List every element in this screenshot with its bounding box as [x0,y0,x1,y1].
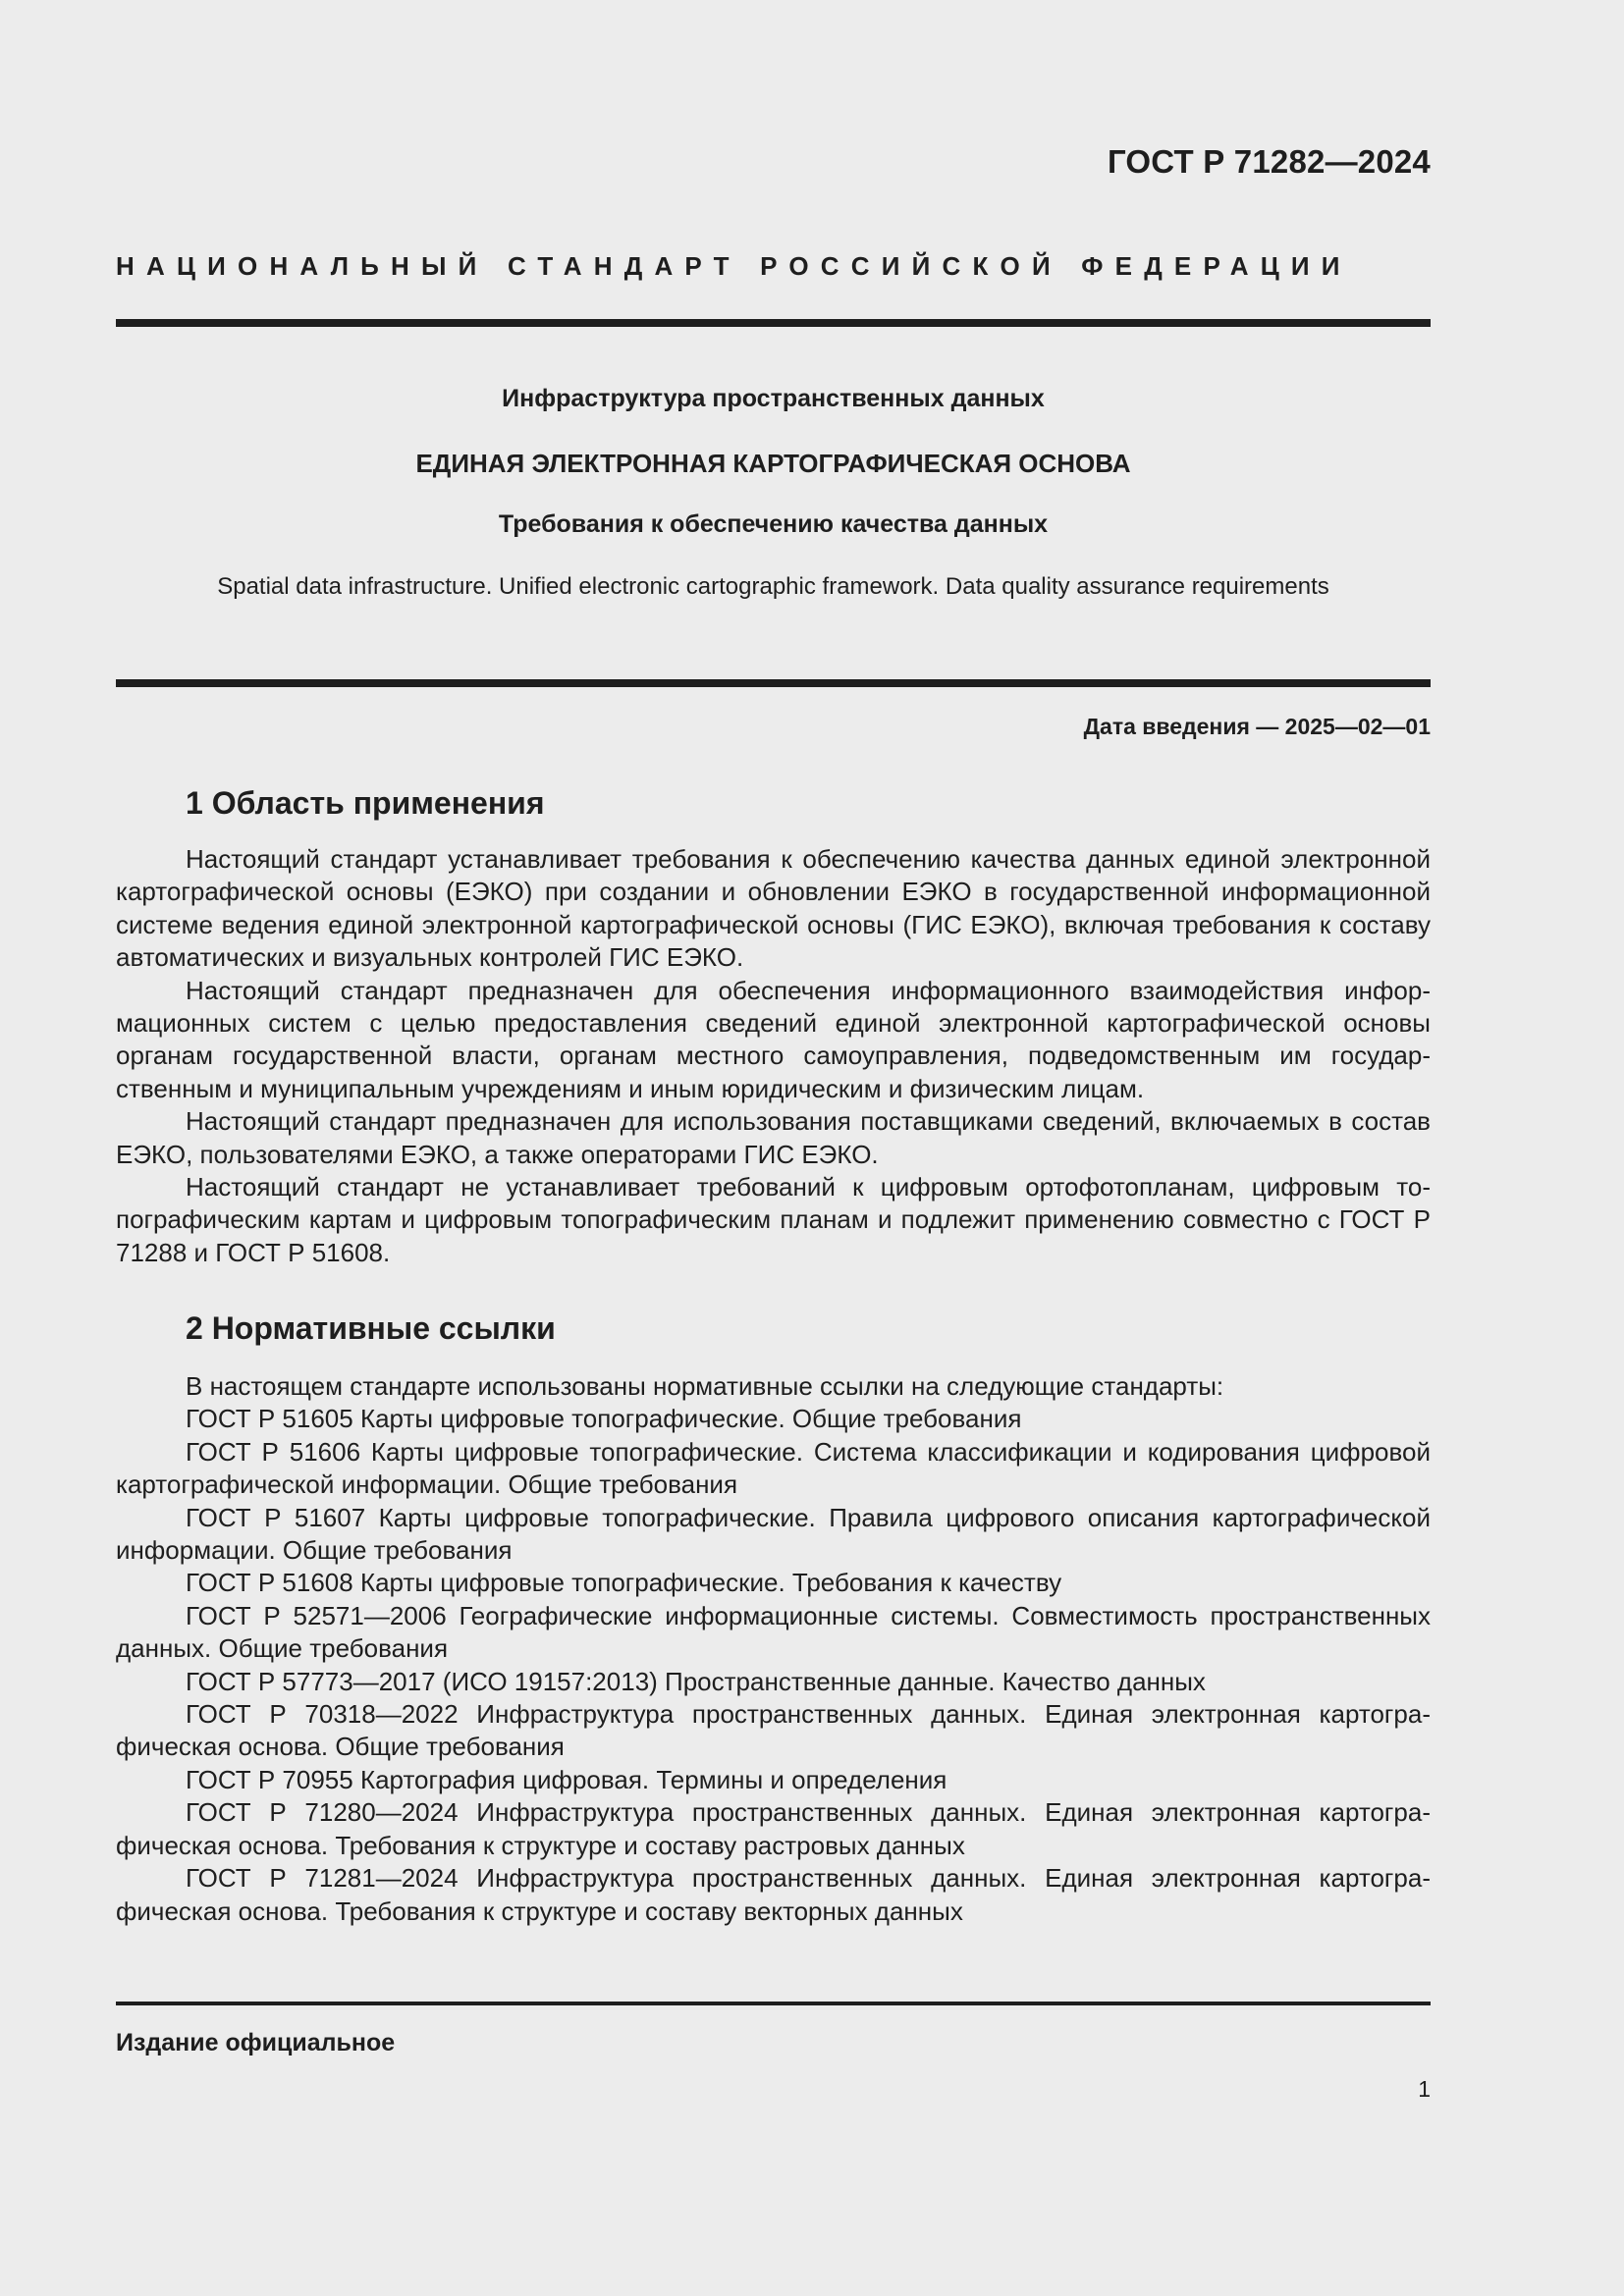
section-1-paragraph: Настоящий стандарт устанавливает требования к обеспечению качества данных единой электронной картографической основы (ЕЭКО) при создании и обновлении ЕЭКО в государственной информационной системе ведения единой электронной картографической основы (ГИС ЕЭКО), включая требования к составу автоматических и визуальных контролей ГИС ЕЭКО. [116,844,1431,973]
section-2-heading: 2 Нормативные ссылки [186,1310,556,1346]
reference-item: ГОСТ Р 57773—2017 (ИСО 19157:2013) Пространственные данные. Качество данных [186,1666,1206,1696]
section-1-paragraph: Настоящий стандарт предназначен для использования поставщиками сведений, включаемых в состав ЕЭКО, пользователями ЕЭКО, а также операторами ГИС ЕЭКО. [116,1106,1431,1169]
reference-item: ГОСТ Р 70955 Картография цифровая. Термины и определения [186,1764,947,1794]
reference-item: ГОСТ Р 52571—2006 Географические информационные системы. Совместимость пространственных данных. Общие требования [116,1600,1431,1664]
title-line-1: Инфраструктура пространственных данных [502,385,1045,412]
reference-item: ГОСТ Р 51606 Карты цифровые топографические. Система классификации и кодирования цифровой картографической информации. Общие требования [116,1436,1431,1500]
reference-item: ГОСТ Р 51607 Карты цифровые топографические. Правила цифрового описания картографической информации. Общие требования [116,1502,1431,1566]
title-line-3: Требования к обеспечению качества данных [498,510,1049,538]
footer-rule [116,2002,1431,2005]
section-2-body [116,1370,1431,1928]
section-1-paragraph: Настоящий стандарт предназначен для обеспечения информационного взаимодействия информационных систем с целью предоставления сведений единой электронной картографической основы органам государственной власти, органам местного самоуправления, подведомственным им государственным и муниципальным учреждениям и иным юридическим и физическим лицам. [116,975,1431,1103]
official-edition-label: Издание официальное [116,2029,396,2056]
reference-item: ГОСТ Р 71280—2024 Инфраструктура пространственных данных. Единая электронная картографическая основа. Требования к структуре и составу растровых данных [116,1797,1431,1860]
page-number: 1 [1418,2076,1431,2102]
section-1-heading: 1 Область применения [186,785,545,821]
introduction-date: Дата введения — 2025—02—01 [1083,714,1431,739]
title-bottom-rule [116,679,1431,687]
reference-item: ГОСТ Р 70318—2022 Инфраструктура пространственных данных. Единая электронная картографическая основа. Общие требования [116,1699,1431,1762]
title-english: Spatial data infrastructure. Unified electronic cartographic framework. Data quality assurance requirements [217,573,1329,600]
reference-item: ГОСТ Р 71281—2024 Инфраструктура пространственных данных. Единая электронная картографическая основа. Требования к структуре и составу векторных данных [116,1863,1431,1926]
title-line-2: ЕДИНАЯ ЭЛЕКТРОННАЯ КАРТОГРАФИЧЕСКАЯ ОСНОВА [415,449,1131,478]
section-1-body [116,843,1431,1269]
gost-code: ГОСТ Р 71282—2024 [1107,143,1431,180]
top-rule [116,319,1431,327]
reference-item: ГОСТ Р 51605 Карты цифровые топографические. Общие требования [186,1404,1022,1434]
section-1-paragraph: Настоящий стандарт не устанавливает требований к цифровым ортофотопланам, цифровым топографическим картам и цифровым топографическим планам и подлежит применению совместно с ГОСТ Р 71288 и ГОСТ Р 51608. [116,1172,1431,1267]
reference-item: В настоящем стандарте использованы нормативные ссылки на следующие стандарты: [186,1371,1224,1401]
reference-item: ГОСТ Р 51608 Карты цифровые топографические. Требования к качеству [186,1568,1062,1598]
national-standard-heading: НАЦИОНАЛЬНЫЙ СТАНДАРТ РОССИЙСКОЙ ФЕДЕРАЦИИ [116,251,1352,281]
